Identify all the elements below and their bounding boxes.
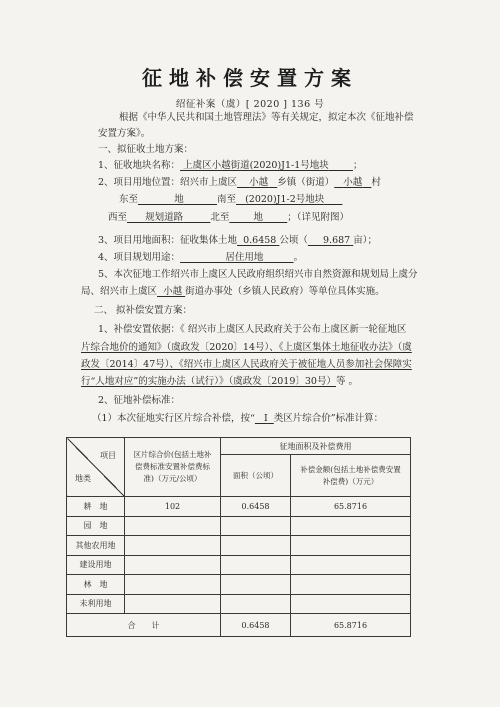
table-row — [67, 555, 411, 575]
section2-heading: 二、 拟补偿安置方案： — [94, 305, 193, 316]
item2-town: 小越 — [249, 177, 269, 188]
basis-line-3: 政发〔2014〕47号）、《绍兴市上虞区人民政府关于被征地人员参加社会保障实 — [81, 359, 412, 370]
document-number: 绍征补案（虞）[ 2020 ] 136 号 — [175, 99, 325, 110]
row-price — [125, 536, 221, 556]
item2-village: 小越 — [343, 177, 363, 188]
standard-line: （1）本次征地实行区片综合补偿，按“ I 类区片综合价”标准计算： — [92, 413, 384, 424]
item4-land-use: 4、项目规划用途： 居住用地 。 — [98, 252, 304, 263]
header-amount: 补偿金额(包括土地补偿费安置 补偿费)（万元） — [291, 455, 411, 497]
item3-hectares: 0.6458 — [243, 235, 277, 246]
basis-line-2: 片综合地价的通知》（虞政发〔2020〕14号）、《上虞区集体土地征收办法》（虞 — [81, 342, 412, 353]
row-amount — [291, 575, 411, 595]
row-amount — [291, 536, 411, 556]
boundary-east-south: 东至 地 南至 (2020)J1-2号地块 — [119, 193, 342, 207]
item5-town: 小越 — [163, 286, 183, 297]
row-area — [221, 516, 291, 536]
row-amount — [291, 555, 411, 575]
row-amount: 65.8716 — [291, 497, 411, 517]
row-area — [221, 575, 291, 595]
standard-class: I — [263, 413, 268, 424]
row-area — [221, 594, 291, 614]
standard-heading: 2、征地补偿标准： — [98, 395, 181, 406]
item3-mu: 9.687 — [323, 235, 351, 246]
intro-line-2: 安置方案》。 — [98, 128, 151, 139]
table-row — [67, 497, 411, 517]
item5-line-1: 5、本次征地工作绍兴市上虞区人民政府组织绍兴市自然资源和规划局上虞分 — [98, 269, 418, 280]
row-price: 102 — [125, 497, 221, 517]
row-price — [125, 594, 221, 614]
header-group: 征地面积及补偿费用 — [221, 438, 411, 455]
item2-location: 2、项目用地位置：绍兴市上虞区 小越 乡镇（街道） 小越 村 — [98, 177, 381, 188]
basis-line-1: 1、补偿安置依据：《 绍兴市上虞区人民政府关于公布上虞区新一轮征地区 — [98, 324, 407, 335]
compensation-table — [66, 437, 411, 637]
table-row — [67, 516, 411, 536]
header-project: 项目 — [100, 451, 116, 460]
header-landtype: 地类 — [75, 474, 91, 483]
south-value: (2020)J1-2号地块 — [245, 194, 325, 205]
row-landtype: 其他农用地 — [67, 536, 125, 556]
row-area — [221, 555, 291, 575]
row-landtype: 建设用地 — [67, 555, 125, 575]
item3-area: 3、项目用地面积：征收集体土地 0.6458 公顷（ 9.687 亩）； — [98, 235, 377, 246]
item5-line-2: 局、绍兴市上虞区 小越 街道办事处（乡镇人民政府）等单位具体实施。 — [81, 286, 385, 297]
table-corner-header — [67, 438, 125, 497]
row-price — [125, 555, 221, 575]
row-amount — [291, 516, 411, 536]
row-landtype: 耕 地 — [67, 497, 125, 517]
row-landtype: 未利用地 — [67, 594, 125, 614]
total-area: 0.6458 — [221, 614, 291, 637]
west-value: 规划道路 — [145, 212, 184, 223]
east-value: 地 — [174, 194, 184, 205]
row-area: 0.6458 — [221, 497, 291, 517]
table-row — [67, 594, 411, 614]
row-area — [221, 536, 291, 556]
header-price: 区片综合价(包括土地补 偿费标准安置补偿费标 准)（万元/公顷） — [125, 438, 221, 497]
row-amount — [291, 594, 411, 614]
row-landtype: 林 地 — [67, 575, 125, 595]
document-title: 征地补偿安置方案 — [142, 66, 358, 90]
table-row — [67, 536, 411, 556]
table-total-row — [67, 614, 411, 637]
item1-value: 上虞区小越街道(2020)J1-1号地块 — [183, 160, 329, 171]
total-label: 合 计 — [67, 614, 221, 637]
section1-heading: 一、拟征收土地方案： — [98, 144, 194, 155]
item4-value: 居住用地 — [225, 252, 264, 263]
total-amount: 65.8716 — [291, 614, 411, 637]
intro-line-1: 根据《中华人民共和国土地管理法》等有关规定，拟定本次《征地补偿 — [119, 112, 414, 123]
row-price — [125, 516, 221, 536]
item1-label: 1、征收地块名称： — [98, 160, 181, 171]
row-price — [125, 575, 221, 595]
boundary-west-north: 西至 规划道路 北至 地 ；（详见附图） — [108, 212, 349, 223]
row-landtype: 园 地 — [67, 516, 125, 536]
north-value: 地 — [253, 212, 264, 223]
header-area: 面积（公顷） — [221, 455, 291, 497]
item1-parcel-name: 1、征收地块名称： 上虞区小越街道(2020)J1-1号地块 ； — [98, 160, 363, 171]
table-row — [67, 575, 411, 595]
basis-line-4: 行“人地对应”的实施办法（试行）》（虞政发〔2019〕30号）等 。 — [81, 376, 359, 387]
